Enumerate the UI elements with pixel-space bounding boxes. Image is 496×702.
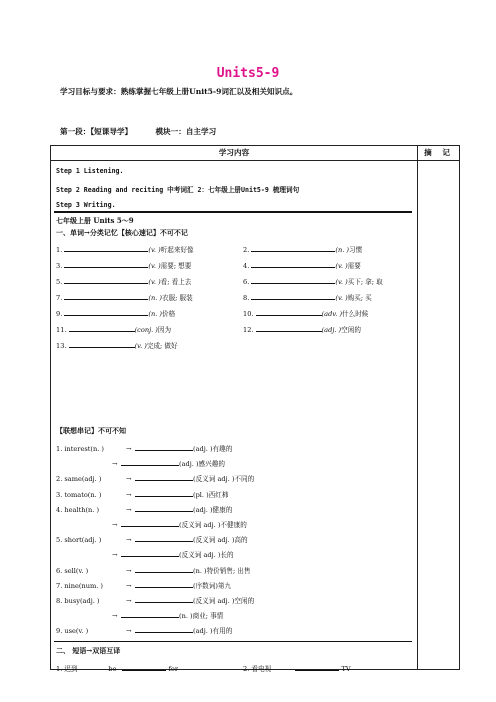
association-hint: (n. )特价销售; 出售 [193, 566, 251, 575]
stage-module: 模块一：自主学习 [155, 127, 217, 136]
association-hint: (n. )商业; 事情 [179, 612, 224, 621]
arrow-icon: → [126, 445, 132, 453]
association-blank [135, 505, 193, 512]
association-blank [121, 459, 179, 466]
arrow-icon: → [126, 536, 132, 545]
phrase-item [243, 663, 351, 673]
association-word: 4. health(n. ) [56, 505, 100, 514]
vocab-item [243, 308, 368, 318]
vocab-item-pos: (adj. ) [321, 326, 342, 334]
association-blank [135, 474, 193, 481]
phrase-blank [295, 664, 339, 671]
arrow-icon: → [126, 597, 132, 605]
vocab-item [56, 260, 191, 270]
vocab-item [56, 340, 178, 350]
vocab-item-pos: (v. ) [134, 342, 147, 350]
vocab-blank [251, 261, 335, 268]
vocab-blank [64, 261, 148, 268]
phrase-number: 2. [243, 665, 252, 673]
vocab-blank [256, 309, 322, 316]
phrase-prefix: be [108, 665, 117, 673]
step-1: Step 1 Listening. [56, 167, 124, 175]
association-line [56, 565, 250, 575]
vocab-item [56, 244, 194, 254]
vocab-blank [256, 325, 322, 332]
association-hint: (反义词 adj. )高的 [193, 536, 248, 545]
vocab-blank [64, 277, 148, 284]
association-hint: (反义词 adj. )不同的 [193, 475, 255, 484]
association-word: 9. use(v. ) [56, 627, 89, 636]
arrow-icon: → [126, 505, 132, 514]
association-blank [121, 520, 179, 527]
section-phrase-title: 二、 短语→双语互译 [56, 646, 121, 655]
vocab-item [56, 308, 175, 318]
association-word: 5. short(adj. ) [56, 536, 102, 545]
association-line [56, 489, 228, 499]
vocab-item-meaning: 空闲的 [341, 326, 361, 334]
unit-heading: 七年级上册 Units 5～9 [56, 216, 134, 225]
vocab-item-pos: (v. ) [335, 278, 348, 286]
vocab-item [243, 276, 383, 286]
phrase-suffix: TV [339, 665, 351, 673]
document-title: Units5-9 [216, 66, 280, 81]
vocab-item-number: 6. [243, 278, 252, 286]
association-word: 1. interest(n. ) [56, 445, 104, 453]
association-blank [135, 490, 193, 497]
arrow-icon: → [112, 612, 118, 621]
vocab-blank [69, 325, 135, 332]
association-line [56, 610, 223, 620]
vocab-item-meaning: 听起来好像 [160, 246, 194, 254]
vocab-item [243, 244, 362, 254]
association-blank [135, 566, 193, 573]
phrase-item [56, 663, 178, 673]
vocab-item-pos: (v. ) [148, 262, 161, 270]
arrow-icon: → [112, 521, 118, 529]
association-blank [135, 535, 193, 542]
association-hint: (序数词)第九 [193, 581, 232, 590]
association-hint: (反义词 adj. )长的 [179, 551, 234, 560]
vocab-item-pos: (v. ) [335, 262, 348, 270]
study-table [50, 145, 460, 673]
learning-goal: 学习目标与要求：熟练掌握七年级上册Unit5-9词汇以及相关知识点。 [60, 87, 298, 96]
association-line [56, 519, 247, 529]
association-line [56, 473, 254, 483]
vocab-item [56, 292, 193, 302]
table-header-content: 学习内容 [218, 148, 250, 157]
vocab-item-meaning: 完成; 做好 [146, 342, 178, 350]
section-vocab-title: 一、单词→分类记忆【核心速记】不可不记 [56, 228, 188, 237]
vocab-item-pos: (v. ) [148, 246, 161, 254]
vocab-item-meaning: 衣服; 服装 [161, 294, 193, 302]
step-3: Step 3 Writing. [56, 201, 116, 209]
association-hint: (反义词 adj. )不健康的 [179, 521, 247, 529]
stage-heading [60, 126, 216, 137]
vocab-item-pos: (adv. ) [321, 310, 343, 318]
arrow-icon: → [112, 460, 118, 469]
vocab-item-pos: (conj. ) [134, 326, 158, 334]
vocab-item [243, 292, 372, 302]
vocab-item-meaning: 需要; 想要 [160, 262, 192, 270]
association-line [56, 504, 232, 514]
association-blank [135, 581, 193, 588]
vocab-item-meaning: 买下; 拿; 取 [347, 278, 383, 286]
vocab-item-number: 11. [56, 326, 69, 334]
vocab-blank [69, 341, 135, 348]
step-2: Step 2 Reading and reciting 中考词汇 2：七年级上册Unit5-9 梳理词句 [56, 186, 300, 194]
phrase-number: 1. [56, 665, 65, 673]
vocab-item-number: 10. [243, 310, 256, 318]
vocab-item-number: 5. [56, 278, 65, 286]
association-line [56, 549, 234, 559]
association-line [56, 595, 254, 605]
association-hint: (adj. )感兴趣的 [179, 460, 225, 469]
association-blank [121, 550, 179, 557]
association-word: 2. same(adj. ) [56, 475, 102, 484]
association-line [56, 458, 225, 468]
vocab-item-meaning: 需要 [347, 262, 361, 270]
vocab-item-meaning: 因为 [157, 326, 172, 334]
vocab-item-pos: (n. ) [148, 294, 162, 302]
vocab-item-pos: (v. ) [148, 278, 161, 286]
vocab-blank [251, 293, 335, 300]
arrow-icon: → [126, 627, 132, 636]
arrow-icon: → [126, 581, 132, 590]
association-word: 8. busy(adj. ) [56, 597, 100, 605]
association-word: 3. tomato(n. ) [56, 490, 102, 499]
vocab-item-pos: (n. ) [148, 310, 162, 318]
association-blank [121, 611, 179, 618]
phrase-suffix: for [166, 665, 179, 673]
association-blank [135, 626, 193, 633]
association-hint: (adj. )有用的 [193, 627, 233, 636]
association-blank [135, 444, 193, 451]
association-word: 6. sell(v. ) [56, 566, 89, 575]
phrase-chinese: 看电视 [251, 665, 272, 673]
vocab-blank [64, 293, 148, 300]
vocab-item [56, 324, 171, 334]
association-word: 7. nine(num. ) [56, 581, 103, 590]
vocab-item-number: 8. [243, 294, 252, 302]
vocab-item-number: 3. [56, 262, 65, 270]
association-hint: (adj. )有趣的 [193, 445, 233, 453]
divider-rule-2 [54, 641, 412, 642]
vocab-item-number: 13. [56, 342, 69, 350]
vocab-item-meaning: 习惯 [348, 246, 363, 254]
vocab-item-number: 12. [243, 326, 256, 334]
vocab-item [243, 260, 361, 270]
phrase-blank [122, 664, 166, 671]
association-hint: (adj. )健康的 [193, 505, 233, 514]
vocab-item-meaning: 购买; 买 [347, 294, 372, 302]
vocab-item-pos: (v. ) [335, 294, 348, 302]
vocab-blank [64, 309, 148, 316]
association-blank [135, 596, 193, 603]
association-line [56, 443, 232, 453]
vocab-item [243, 324, 361, 334]
table-header-notes: 摘 记 [424, 148, 454, 157]
vocab-blank [251, 245, 335, 252]
phrase-chinese: 迟到 [64, 665, 78, 673]
arrow-icon: → [126, 475, 132, 484]
association-hint: (反义词 adj. )空闲的 [193, 597, 255, 605]
stage-part: 第一段：【短课导学】 [60, 127, 133, 136]
association-hint: (pl. )西红柿 [193, 490, 229, 499]
vocab-item-number: 9. [56, 310, 65, 318]
vocab-blank [251, 277, 335, 284]
association-line [56, 580, 231, 590]
vocab-item-number: 1. [56, 246, 65, 254]
vocab-blank [64, 245, 148, 252]
association-line [56, 534, 248, 544]
arrow-icon: → [126, 566, 132, 575]
vocab-item-number: 7. [56, 294, 65, 302]
association-line [56, 625, 232, 635]
arrow-icon: → [112, 551, 118, 560]
section-assoc-title: 【联想串记】不可不知 [56, 426, 126, 435]
vocab-item-meaning: 价格 [161, 310, 176, 318]
vocab-item [56, 276, 191, 286]
vocab-item-number: 4. [243, 262, 252, 270]
vocab-item-meaning: 看; 看上去 [160, 278, 192, 286]
vocab-item-number: 2. [243, 246, 252, 254]
arrow-icon: → [126, 490, 132, 499]
vocab-item-pos: (n. ) [335, 246, 349, 254]
vocab-item-meaning: 什么时候 [342, 310, 369, 318]
divider-rule [54, 211, 412, 213]
